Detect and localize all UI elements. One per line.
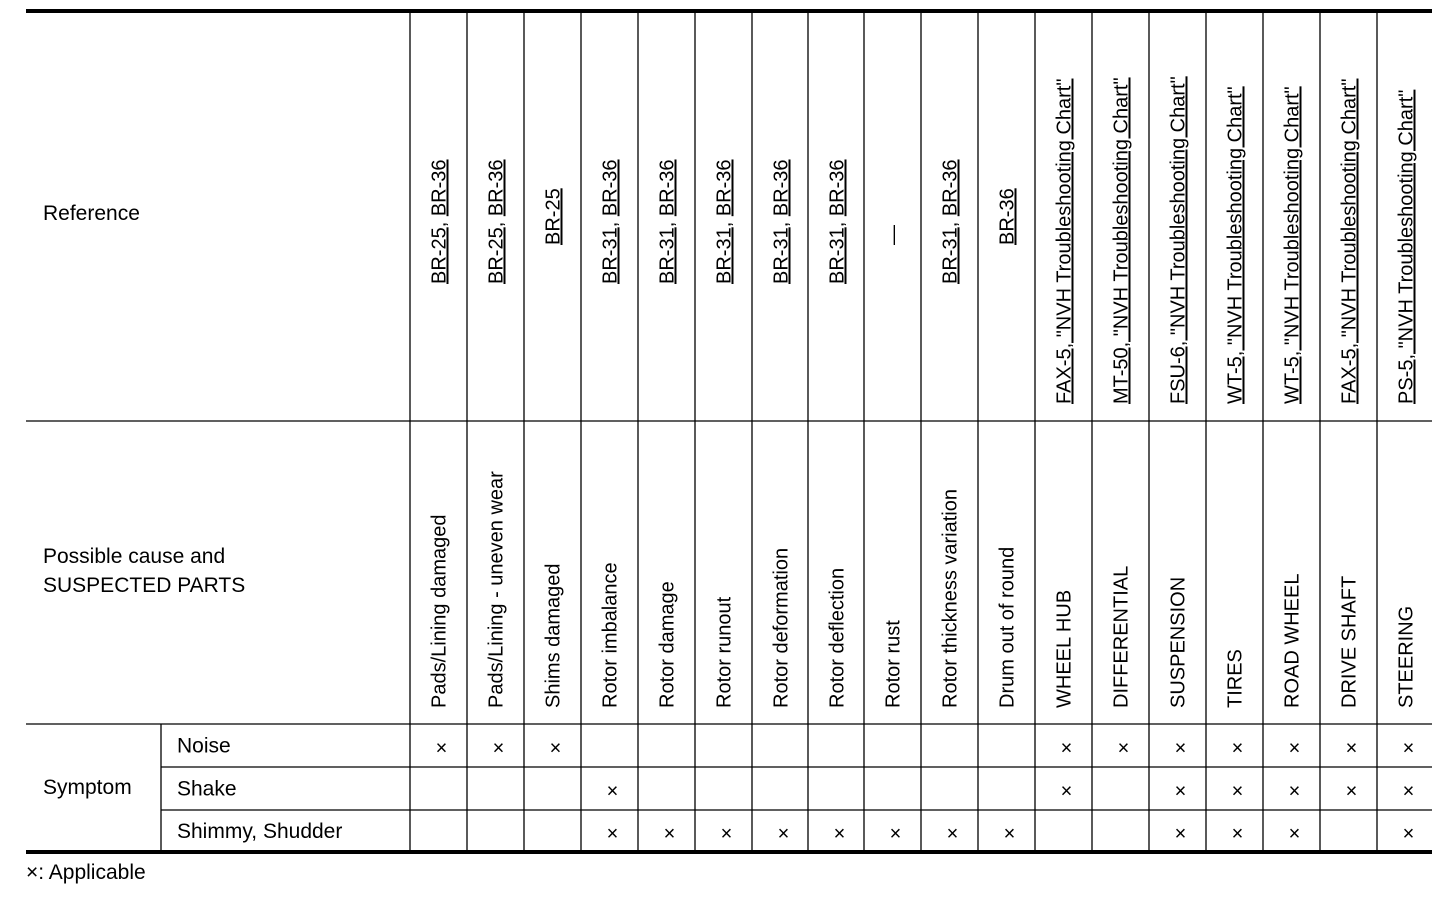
reference-text <box>486 159 508 284</box>
suspected-part-label: Rotor deflection <box>826 567 849 708</box>
reference-link[interactable]: BR-36 <box>599 159 622 217</box>
footnote <box>26 861 146 884</box>
applicable-mark: × <box>1288 780 1301 803</box>
suspected-part-label: Rotor runout <box>713 596 736 708</box>
applicable-mark: × <box>1345 737 1358 760</box>
suspected-part-label: TIRES <box>1224 649 1247 708</box>
applicable-mark: × <box>1402 780 1415 803</box>
reference-link[interactable]: FSU-6, "NVH Troubleshooting Chart" <box>1167 76 1190 404</box>
reference-text <box>1168 76 1190 404</box>
reference-separator: , <box>656 216 679 228</box>
reference-separator: , <box>713 216 736 228</box>
reference-text <box>997 188 1019 245</box>
suspected-part-label: Drum out of round <box>996 546 1019 708</box>
footnote-symbol: × <box>26 861 39 884</box>
reference-text <box>657 159 679 284</box>
applicable-mark: × <box>946 823 959 845</box>
applicable-mark: × <box>1231 780 1244 803</box>
reference-label: Reference <box>43 202 140 225</box>
reference-text <box>600 159 622 284</box>
cause-label: SUSPECTED PARTS <box>43 574 246 597</box>
reference-link[interactable]: BR-36 <box>485 159 508 217</box>
suspected-part-label: STEERING <box>1395 605 1418 708</box>
applicable-mark: × <box>1288 823 1301 845</box>
reference-text <box>1054 79 1076 404</box>
applicable-mark: × <box>1231 737 1244 760</box>
symptom-name: Shake <box>177 777 237 801</box>
reference-separator: , <box>826 216 849 228</box>
reference-separator: , <box>939 216 962 228</box>
suspected-part-label: DRIVE SHAFT <box>1338 575 1361 708</box>
reference-link[interactable]: BR-36 <box>939 159 962 217</box>
reference-link[interactable]: BR-36 <box>826 159 849 217</box>
reference-link[interactable]: BR-31 <box>770 227 793 284</box>
reference-link[interactable]: MT-50, "NVH Troubleshooting Chart" <box>1110 77 1133 404</box>
applicable-mark: × <box>1174 737 1187 760</box>
reference-link[interactable]: FAX-5, "NVH Troubleshooting Chart" <box>1053 78 1076 404</box>
reference-link[interactable]: BR-31 <box>826 227 849 284</box>
reference-link[interactable]: BR-36 <box>770 159 793 217</box>
reference-link[interactable]: BR-25 <box>485 227 508 284</box>
symptom-name: Noise <box>177 734 231 758</box>
reference-text <box>883 225 905 245</box>
reference-text <box>1225 86 1247 404</box>
reference-text <box>1282 86 1304 404</box>
reference-link[interactable]: BR-25 <box>428 227 451 284</box>
suspected-part-label: Rotor damage <box>656 581 679 708</box>
reference-separator: , <box>428 216 451 228</box>
reference-separator: — <box>882 225 905 245</box>
reference-text <box>1339 79 1361 404</box>
reference-link[interactable]: BR-31 <box>939 227 962 284</box>
reference-text <box>827 159 849 284</box>
reference-separator: , <box>485 216 508 228</box>
reference-text <box>1111 77 1133 404</box>
suspected-part-label: ROAD WHEEL <box>1281 573 1304 708</box>
cause-label: Possible cause and <box>43 545 226 568</box>
reference-link[interactable]: BR-36 <box>996 188 1019 245</box>
applicable-mark: × <box>889 823 902 845</box>
suspected-part-label: Pads/Lining - uneven wear <box>485 471 508 708</box>
applicable-mark: × <box>1402 737 1415 760</box>
applicable-mark: × <box>1288 737 1301 760</box>
reference-link[interactable]: BR-36 <box>428 159 451 217</box>
applicable-mark: × <box>1231 823 1244 845</box>
applicable-mark: × <box>777 823 790 845</box>
reference-link[interactable]: BR-31 <box>713 227 736 284</box>
reference-link[interactable]: PS-5, "NVH Troubleshooting Chart" <box>1395 89 1418 404</box>
symptom-name: Shimmy, Shudder <box>177 820 343 843</box>
suspected-part-label: WHEEL HUB <box>1053 589 1076 708</box>
reference-link[interactable]: BR-36 <box>656 159 679 217</box>
applicable-mark: × <box>663 823 676 845</box>
reference-link[interactable]: BR-25 <box>542 188 565 245</box>
reference-link[interactable]: BR-31 <box>656 227 679 284</box>
suspected-part-label: Rotor deformation <box>770 547 793 708</box>
applicable-mark: × <box>720 823 733 845</box>
reference-link[interactable]: WT-5, "NVH Troubleshooting Chart" <box>1281 86 1304 404</box>
suspected-part-label: Rotor thickness variation <box>939 489 962 708</box>
reference-text <box>714 159 736 284</box>
applicable-mark: × <box>1174 823 1187 845</box>
suspected-part-label: Pads/Lining damaged <box>428 514 451 708</box>
applicable-mark: × <box>492 737 505 760</box>
applicable-mark: × <box>833 823 846 845</box>
applicable-mark: × <box>1174 780 1187 803</box>
applicable-mark: × <box>1060 780 1073 803</box>
suspected-part-label: Shims damaged <box>542 563 565 708</box>
reference-separator: , <box>770 216 793 228</box>
reference-separator: , <box>599 216 622 228</box>
applicable-mark: × <box>435 737 448 760</box>
reference-text <box>429 159 451 284</box>
applicable-mark: × <box>1345 780 1358 803</box>
applicable-mark: × <box>1117 737 1130 760</box>
reference-text <box>940 159 962 284</box>
applicable-mark: × <box>1060 737 1073 760</box>
reference-text <box>543 188 565 245</box>
reference-link[interactable]: FAX-5, "NVH Troubleshooting Chart" <box>1338 78 1361 404</box>
applicable-mark: × <box>606 823 619 845</box>
suspected-part-label: Rotor imbalance <box>599 562 622 708</box>
reference-text <box>771 159 793 284</box>
symptom-label: Symptom <box>43 776 132 799</box>
reference-link[interactable]: WT-5, "NVH Troubleshooting Chart" <box>1224 86 1247 404</box>
suspected-part-label: SUSPENSION <box>1167 576 1190 708</box>
suspected-part-label: DIFFERENTIAL <box>1110 565 1133 708</box>
applicable-mark: × <box>549 737 562 760</box>
footnote-text: : Applicable <box>38 861 146 884</box>
applicable-mark: × <box>1003 823 1016 845</box>
applicable-mark: × <box>606 780 619 803</box>
reference-link[interactable]: BR-36 <box>713 159 736 217</box>
applicable-mark: × <box>1402 823 1415 845</box>
reference-text <box>1396 90 1418 404</box>
reference-link[interactable]: BR-31 <box>599 227 622 284</box>
suspected-part-label: Rotor rust <box>882 620 905 708</box>
